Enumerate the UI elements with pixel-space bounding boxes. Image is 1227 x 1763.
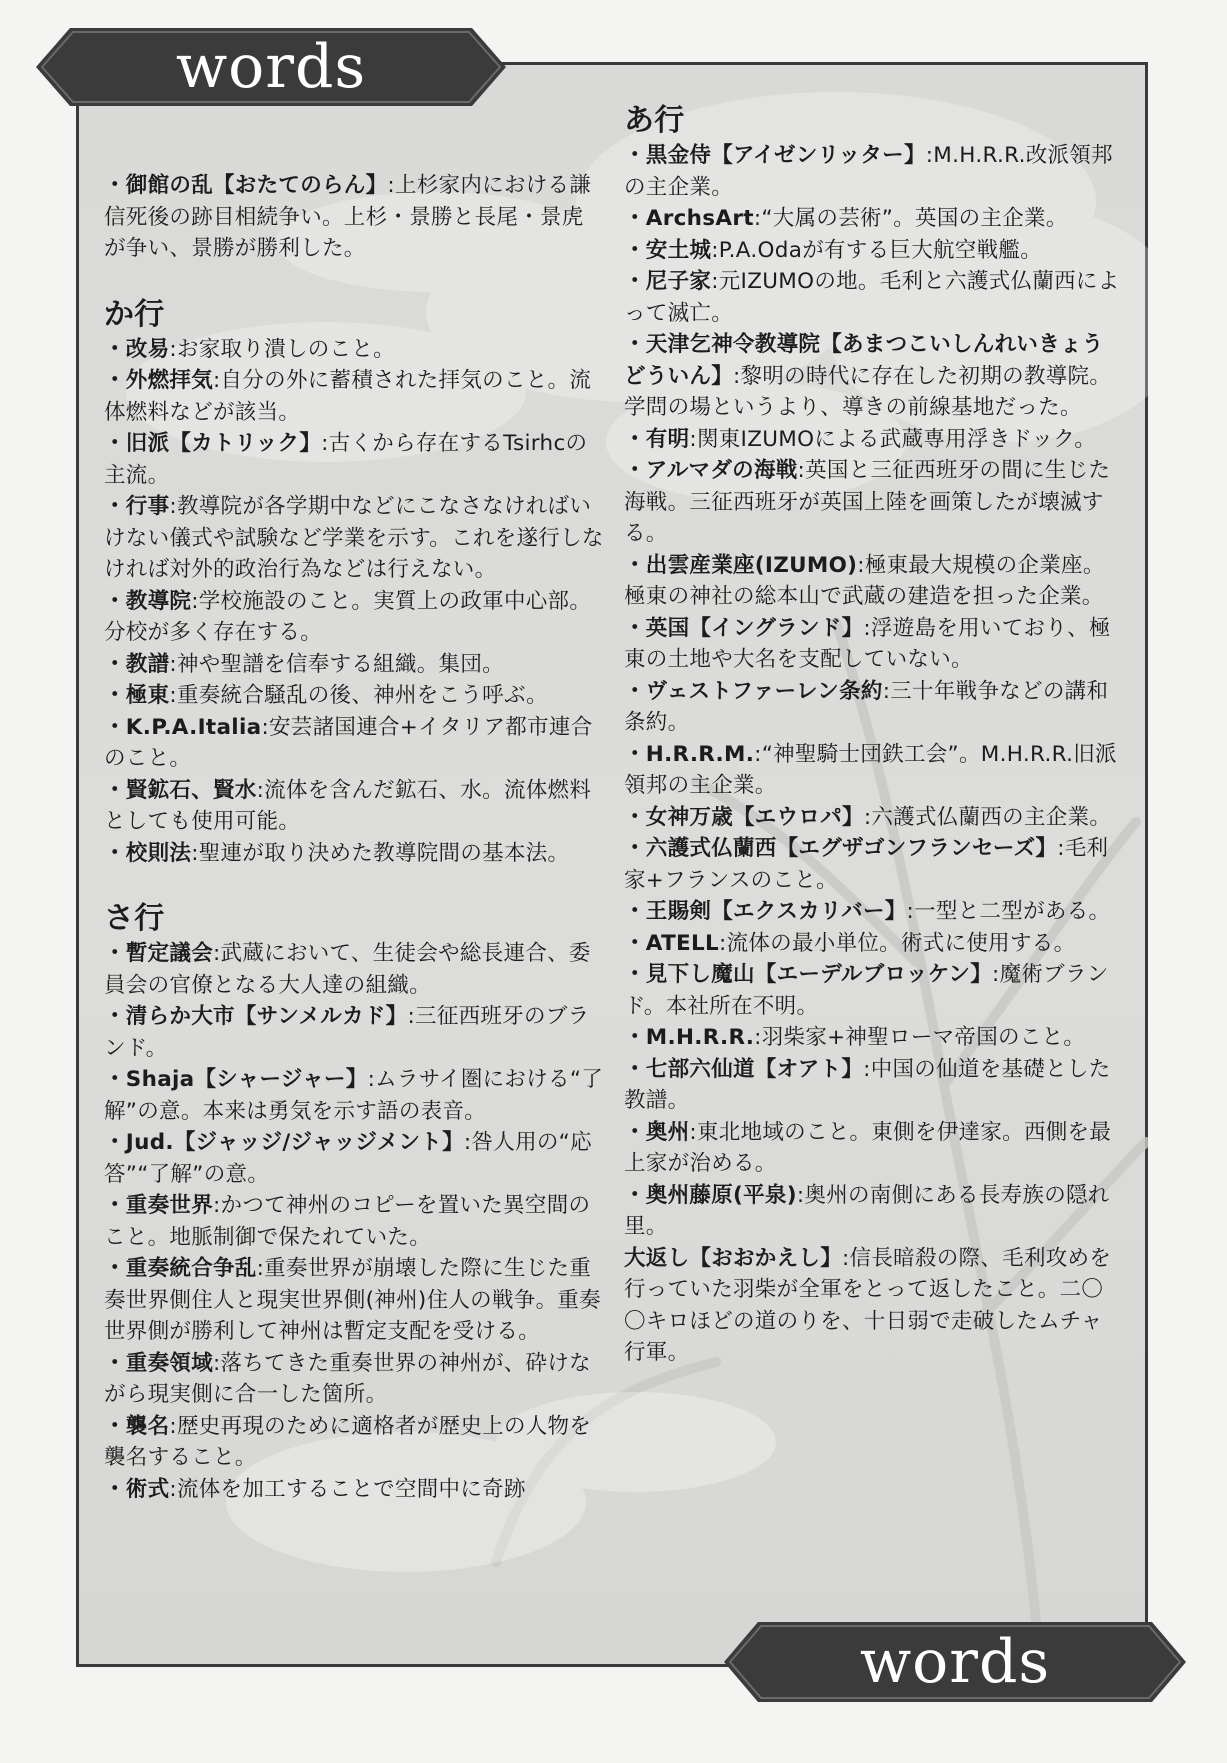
glossary-entry: [624, 424, 1122, 456]
entry-text: :奥州の南側にある長寿族の隠れ里。: [624, 1182, 1110, 1239]
entry-term: ・ArchsArt: [624, 206, 754, 231]
glossary-entry: [104, 1411, 604, 1474]
entry-text: :ムラサイ圏における“了解”の意。本来は勇気を示す語の表音。: [104, 1067, 604, 1124]
glossary-entry: [624, 1117, 1122, 1180]
glossary-entry: [624, 455, 1122, 550]
entry-text: :重奏統合騒乱の後、神州をこう呼ぶ。: [169, 683, 548, 708]
glossary-entry: [624, 928, 1122, 960]
entry-text: :流体を加工することで空間中に奇跡: [169, 1476, 526, 1502]
words-banner-top: [36, 28, 506, 106]
entry-term: ・K.P.A.Italia: [104, 714, 262, 740]
entry-term: ・H.R.R.M.: [624, 741, 755, 767]
entry-text: :六護式仏蘭西の主企業。: [863, 804, 1112, 830]
glossary-entry: [104, 1348, 604, 1411]
entry-text: :自分の外に蓄積された拝気のこと。流体燃料などが該当。: [104, 368, 592, 425]
entry-text: :信長暗殺の際、毛利攻めを行っていた羽柴が全軍をとって返したこと。二〇〇キロほどの道のりを、十日弱で走破したムチャ行軍。: [624, 1245, 1112, 1365]
glossary-entry: [104, 586, 604, 649]
entry-text: :三征西班牙のブランド。: [104, 1004, 590, 1061]
entry-text: :“大属の芸術”。英国の主企業。: [753, 206, 1068, 231]
entry-text: :落ちてきた重奏世界の神州が、砕けながら現実側に合一した箇所。: [104, 1350, 591, 1407]
entry-term: ・重奏領域: [104, 1350, 214, 1376]
entry-term: ・校則法: [104, 840, 192, 866]
entry-text: :三十年戦争などの講和条約。: [624, 678, 1109, 735]
entry-text: :浮遊島を用いており、極東の土地や大名を支配していない。: [624, 615, 1111, 672]
entry-term: ・行事: [104, 494, 170, 519]
entry-text: :お家取り潰しのこと。: [169, 336, 395, 362]
entry-term: ・旧派【カトリック】: [104, 431, 322, 456]
entry-term: ・天津乞神令教導院【あまつこいしんれいきょうどういん】: [624, 332, 1104, 389]
entry-text: :M.H.R.R.改派領邦の主企業。: [624, 143, 1113, 200]
glossary-entry: [104, 428, 604, 491]
section-heading-ka: か行: [104, 296, 165, 332]
glossary-entry: [624, 1022, 1122, 1054]
entry-term: ・襲名: [104, 1413, 170, 1439]
entry-text: :安芸諸国連合+イタリア都市連合のこと。: [104, 714, 593, 771]
entry-term: ・英国【イングランド】: [624, 615, 864, 641]
entry-term: ・M.H.R.R.: [624, 1025, 755, 1050]
entry-term: ・見下し魔山【エーデルブロッケン】: [624, 962, 993, 987]
entry-text: :武蔵において、生徒会や総長連合、委員会の官僚となる大人達の組織。: [104, 941, 591, 998]
entry-text: :P.A.Odaが有する巨大航空戦艦。: [711, 237, 1043, 263]
words-banner-bottom: [724, 1622, 1186, 1702]
glossary-entry: [104, 1474, 604, 1506]
glossary-entry: [104, 1190, 604, 1253]
glossary-entry: [624, 329, 1122, 424]
entry-term: ・Jud.【ジャッジ/ジャッジメント】: [104, 1130, 464, 1155]
glossary-entry: [624, 613, 1122, 676]
glossary-entry: [624, 1180, 1122, 1243]
entry-term: ・極東: [104, 683, 170, 708]
entry-term: ・清らか大市【サンメルカド】: [104, 1004, 408, 1029]
glossary-entry: [624, 235, 1122, 267]
entry-text: :英国と三征西班牙の間に生じた海戦。三征西班牙が英国上陸を画策したが壊滅する。: [624, 458, 1111, 546]
entry-term: ・暫定議会: [104, 941, 214, 966]
entry-text: :黎明の時代に存在した初期の教導院。学問の場というより、導きの前線基地だった。: [624, 363, 1112, 420]
entry-term: ・術式: [104, 1476, 170, 1502]
glossary-entry: [624, 802, 1122, 834]
glossary-entry: [624, 1243, 1122, 1369]
glossary-entry: [104, 334, 604, 366]
entry-term: ・奥州藤原(平泉): [624, 1182, 797, 1208]
glossary-entry: [624, 896, 1122, 928]
entry-term: ・六護式仏蘭西【エグザゴンフランセーズ】: [624, 836, 1058, 861]
entry-text: :中国の仙道を基礎とした教譜。: [624, 1056, 1111, 1113]
entry-text: :重奏世界が崩壊した際に生じた重奏世界側住人と現実世界側(神州)住人の戦争。重奏世界側が勝利して神州は暫定支配を受ける。: [104, 1256, 601, 1344]
entry-term: ・女神万歳【エウロパ】: [624, 804, 864, 830]
entry-term: ・賢鉱石、賢水: [104, 777, 257, 803]
glossary-entry: [104, 775, 604, 838]
entry-term: ・王賜剣【エクスカリバー】: [624, 899, 907, 924]
glossary-entry: [624, 266, 1122, 329]
glossary-entry: [624, 550, 1122, 613]
entry-term: ・ヴェストファーレン条約: [624, 678, 883, 704]
entry-term: ・奥州: [624, 1119, 690, 1145]
glossary-entry: [104, 1253, 604, 1348]
section-heading-sa: さ行: [104, 901, 165, 936]
entry-term: ・アルマダの海戦: [624, 458, 798, 483]
glossary-entry: [104, 1001, 604, 1064]
entry-text: :関東IZUMOによる武蔵専用浮きドック。: [689, 426, 1097, 452]
entry-term: ・黒金侍【アイゼンリッター】: [624, 143, 926, 168]
entry-text: :聖連が取り決めた教導院間の基本法。: [191, 840, 570, 866]
entry-term: ・重奏統合争乱: [104, 1256, 257, 1281]
glossary-entry: [624, 959, 1122, 1022]
glossary-entry: [104, 712, 604, 775]
entry-term: ・御館の乱【おたてのらん】: [104, 173, 388, 198]
entry-text: :魔術ブランド。本社所在不明。: [624, 962, 1109, 1019]
entry-text: :教導院が各学期中などにこなさなければいけない儀式や試験など学業を示す。これを遂行しなければ対外的政治行為などは行えない。: [104, 494, 604, 582]
glossary-entry: [624, 833, 1122, 896]
entry-term: ・尼子家: [624, 269, 712, 294]
entry-term: ・Shaja【シャージャー】: [104, 1067, 368, 1092]
entry-text: :東北地域のこと。東側を伊達家。西側を最上家が治める。: [624, 1119, 1112, 1176]
glossary-entry: [104, 1064, 604, 1127]
section-heading-a: あ行: [624, 103, 685, 138]
glossary-entry: [624, 676, 1122, 739]
entry-term: ・有明: [624, 426, 690, 452]
glossary-entry: [104, 365, 604, 428]
entry-term: ・重奏世界: [104, 1193, 214, 1218]
entry-term: 大返し【おおかえし】: [624, 1245, 843, 1271]
right-column: [624, 104, 1122, 1369]
entry-text: :かつて神州のコピーを置いた異空間のこと。地脈制御で保たれていた。: [104, 1193, 591, 1250]
entry-term: ・ATELL: [624, 930, 720, 956]
entry-text: :咎人用の“応答”“了解”の意。: [104, 1130, 592, 1187]
glossary-entry: [104, 491, 604, 586]
entry-text: :毛利家+フランスのこと。: [624, 836, 1109, 893]
entry-term: ・外燃拝気: [104, 368, 214, 393]
entry-text: :流体の最小単位。術式に使用する。: [719, 930, 1076, 956]
glossary-entry: [104, 649, 604, 681]
entry-text: :“神聖騎士団鉄工会”。M.H.R.R.旧派領邦の主企業。: [624, 741, 1117, 798]
glossary-entry: [624, 203, 1122, 235]
entry-term: ・安土城: [624, 237, 712, 263]
glossary-entry: [104, 1127, 604, 1190]
entry-text: :一型と二型がある。: [906, 899, 1111, 924]
banner-title-bottom: words: [859, 1627, 1051, 1697]
entry-term: ・教導院: [104, 588, 192, 614]
glossary-entry: [104, 680, 604, 712]
entry-text: :極東最大規模の企業座。極東の神社の総本山で武蔵の建造を担った企業。: [624, 552, 1105, 609]
banner-title-top: words: [175, 32, 367, 102]
entry-text: :元IZUMOの地。毛利と六護式仏蘭西によって滅亡。: [624, 269, 1120, 326]
glossary-entry: [104, 170, 604, 265]
entry-term: ・改易: [104, 336, 170, 362]
glossary-entry: [624, 739, 1122, 802]
entry-term: ・七部六仙道【オアト】: [624, 1056, 864, 1082]
entry-text: :神や聖譜を信奉する組織。集団。: [169, 651, 504, 677]
entry-text: :流体を含んだ鉱石、水。流体燃料としても使用可能。: [104, 777, 592, 834]
entry-text: :歴史再現のために適格者が歴史上の人物を襲名すること。: [104, 1413, 592, 1470]
entry-term: ・教譜: [104, 651, 170, 677]
glossary-entry: [104, 938, 604, 1001]
glossary-entry: [624, 140, 1122, 203]
entry-text: :上杉家内における謙信死後の跡目相続争い。上杉・景勝と長尾・景虎が争い、景勝が勝利した。: [104, 173, 592, 261]
glossary-entry: [104, 838, 604, 870]
glossary-entry: [624, 1054, 1122, 1117]
entry-text: :学校施設のこと。実質上の政軍中心部。分校が多く存在する。: [104, 588, 592, 645]
entry-text: :羽柴家+神聖ローマ帝国のこと。: [754, 1025, 1086, 1050]
entry-text: :古くから存在するTsirhcの主流。: [104, 431, 588, 488]
entry-term: ・出雲産業座(IZUMO): [624, 552, 858, 578]
left-column: [104, 170, 604, 1505]
